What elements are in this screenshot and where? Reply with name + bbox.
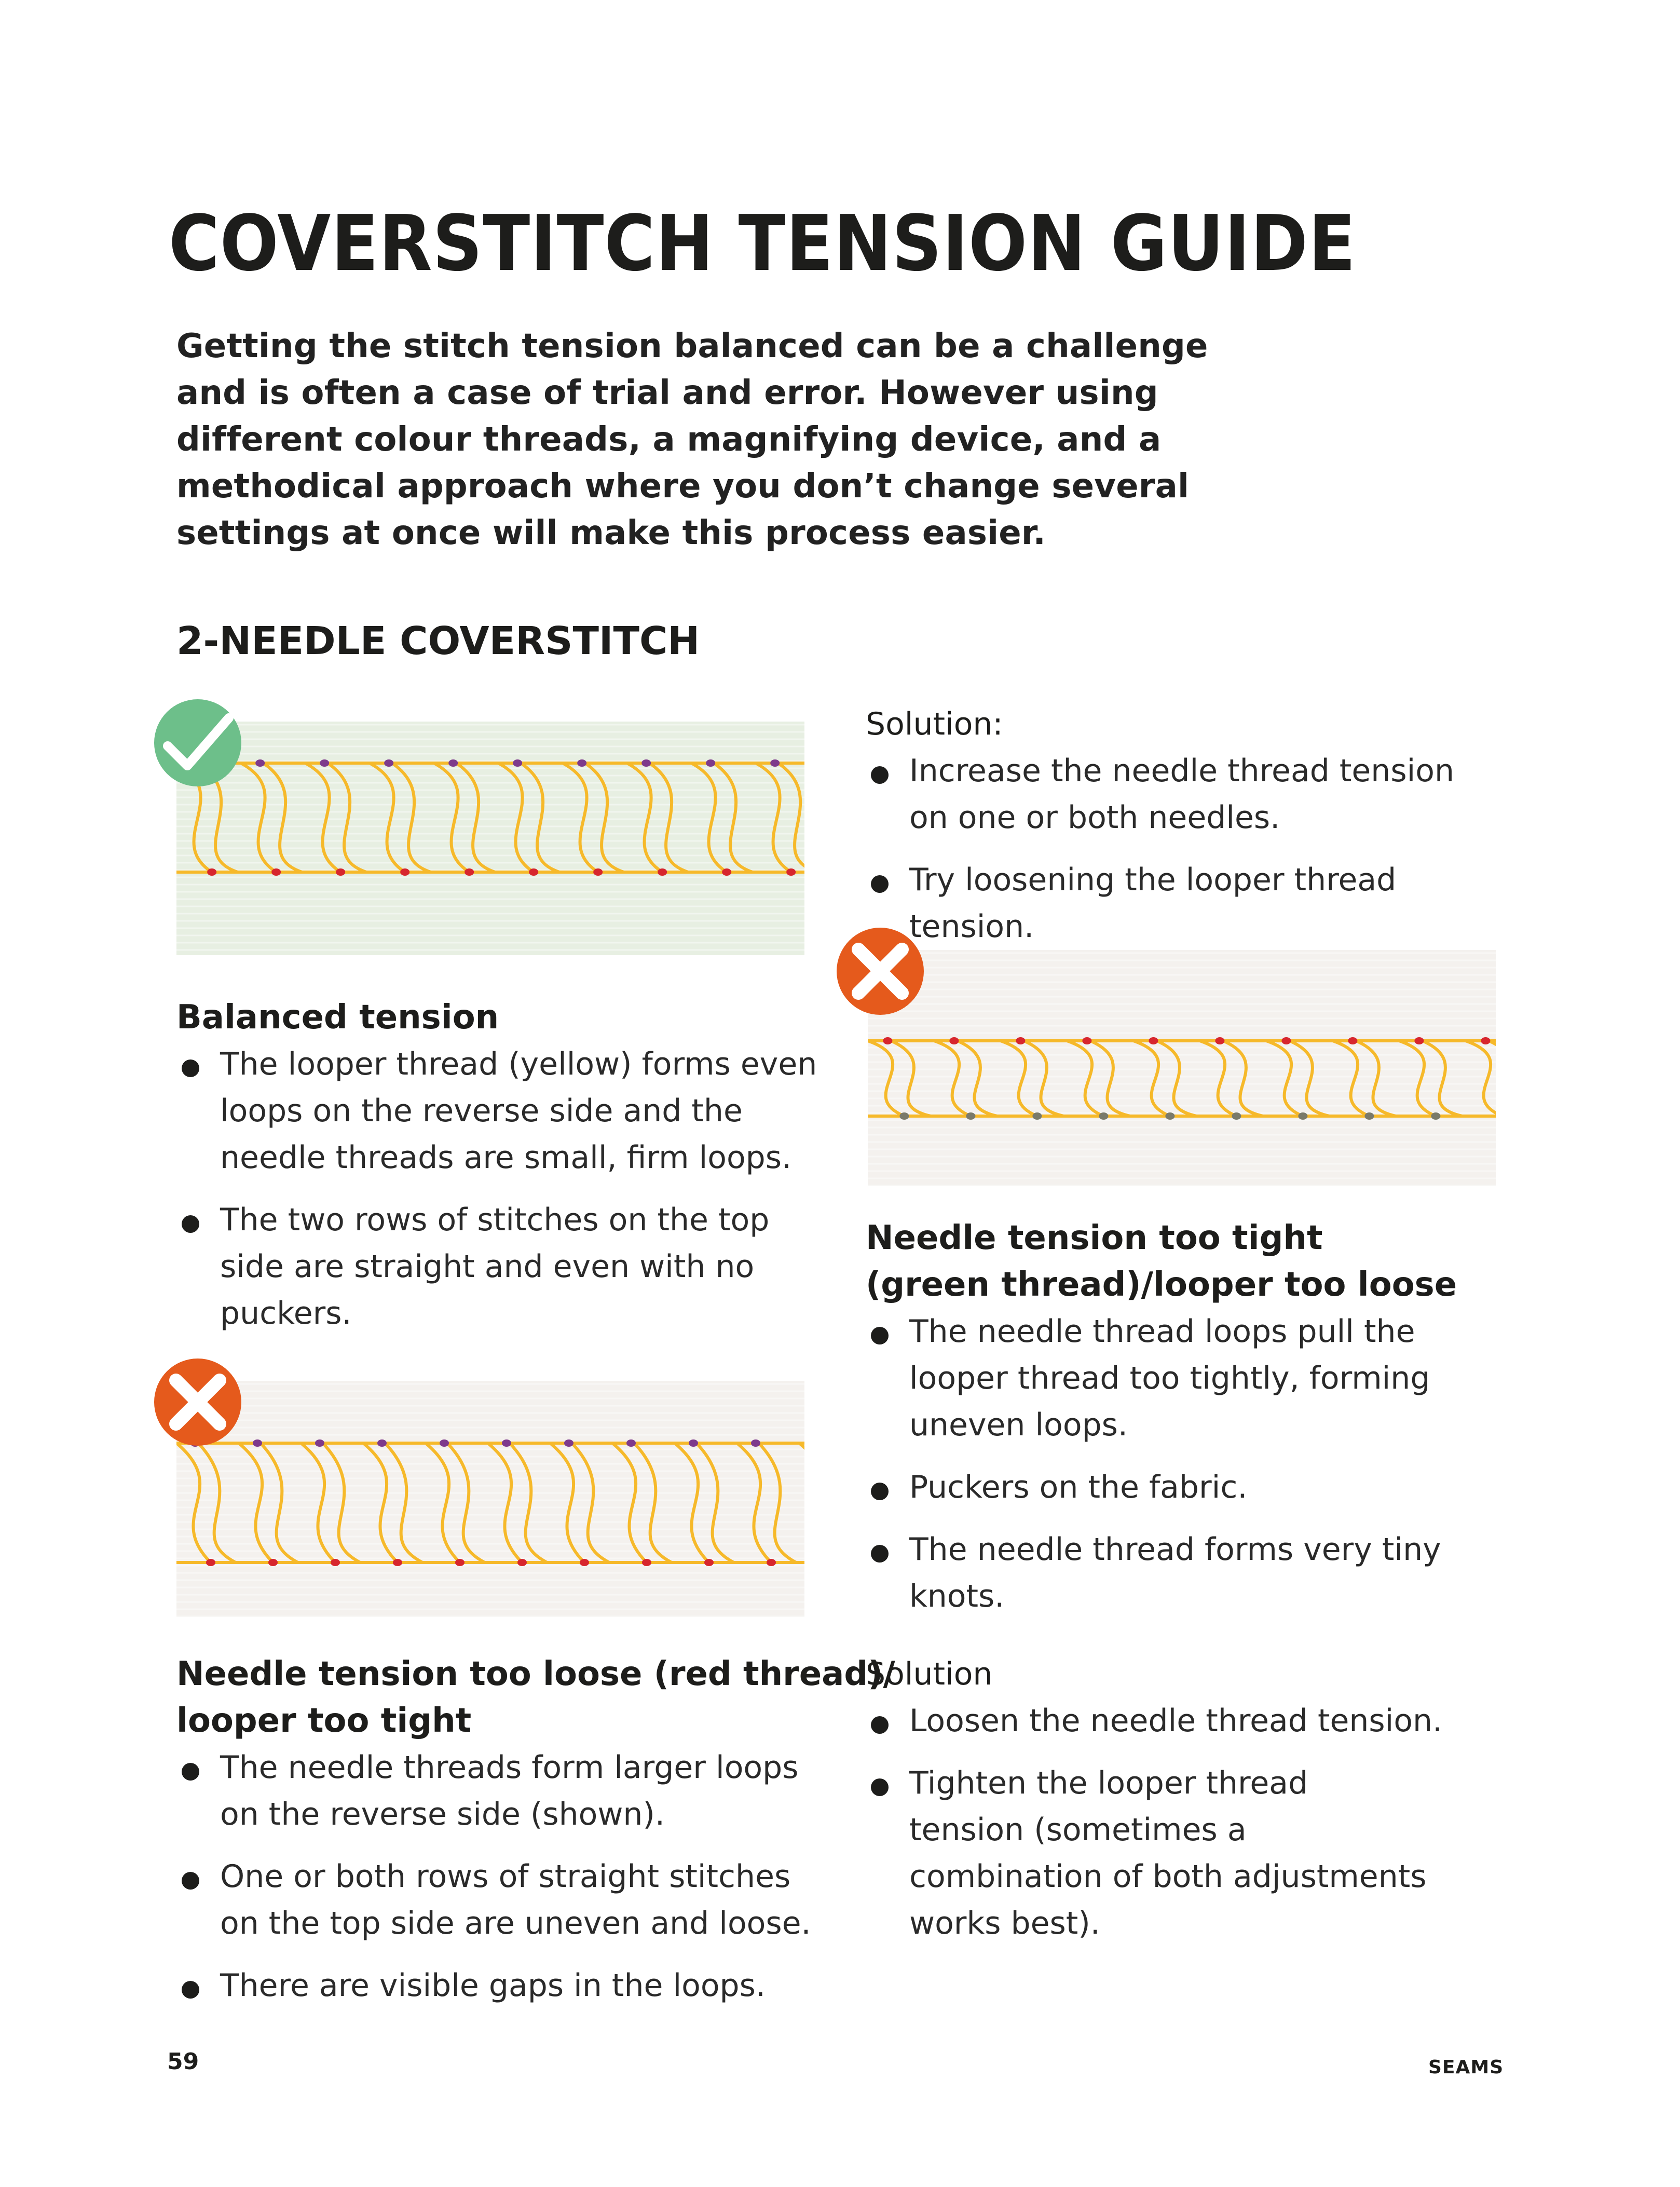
heading-line: (green thread)/looper too loose <box>866 1266 1457 1304</box>
list-item: The looper thread (yellow) forms even loops on the reverse side and the needle threads are small, firm loops. <box>176 1041 825 1181</box>
list-item: The needle thread loops pull the looper thread too tightly, forming uneven loops. <box>866 1308 1506 1448</box>
page-number: 59 <box>167 2048 199 2075</box>
too-tight-solution-bullets <box>866 1697 1530 1947</box>
section-title: 2-NEEDLE COVERSTITCH <box>176 619 700 663</box>
intro-line: settings at once will make this process easier. <box>176 514 1046 552</box>
intro-line: different colour threads, a magnifying device, and a <box>176 420 1162 459</box>
list-item: Puckers on the fabric. <box>866 1464 1530 1511</box>
running-footer: SEAMS <box>1428 2057 1504 2078</box>
too-loose-solution <box>866 701 1520 966</box>
solution-label: Solution <box>866 1656 993 1692</box>
balanced-section <box>176 994 825 1352</box>
too-loose-solution-bullets <box>866 748 1520 950</box>
intro-line: Getting the stitch tension balanced can be a challenge <box>176 327 1208 365</box>
cross-icon <box>836 927 925 1016</box>
list-item: Increase the needle thread tension on one or both needles. <box>866 748 1491 841</box>
too-loose-section <box>176 1651 895 2025</box>
list-item: Loosen the needle thread tension. <box>866 1697 1530 1744</box>
intro-paragraph <box>176 323 1208 556</box>
cross-icon <box>153 1357 242 1447</box>
list-item: One or both rows of straight stitches on the top side are uneven and loose. <box>176 1853 812 1947</box>
list-item: Try loosening the looper thread tension. <box>866 857 1520 950</box>
page-title: COVERSTITCH TENSION GUIDE <box>169 199 1356 288</box>
heading-line: looper too tight <box>176 1702 472 1740</box>
too-loose-stitch-photo <box>176 1381 804 1617</box>
heading-line: Needle tension too tight <box>866 1219 1323 1257</box>
intro-line: and is often a case of trial and error. However using <box>176 374 1158 412</box>
list-item: The two rows of stitches on the top side are straight and even with no puckers. <box>176 1197 825 1337</box>
too-loose-heading <box>176 1651 895 1744</box>
balanced-heading: Balanced tension <box>176 998 499 1037</box>
too-tight-heading <box>866 1215 1530 1308</box>
intro-line: methodical approach where you don’t change several <box>176 467 1190 506</box>
list-item: There are visible gaps in the loops. <box>176 1962 812 2009</box>
heading-line: Needle tension too loose (red thread)/ <box>176 1655 895 1693</box>
solution-label: Solution: <box>866 706 1003 742</box>
balanced-bullets <box>176 1041 825 1337</box>
too-tight-section <box>866 1215 1530 1962</box>
balanced-stitch-photo <box>176 722 804 955</box>
list-item: The needle thread forms very tiny knots. <box>866 1526 1530 1620</box>
too-loose-bullets <box>176 1744 836 2009</box>
list-item: The needle threads form larger loops on the reverse side (shown). <box>176 1744 812 1838</box>
check-icon <box>153 698 242 787</box>
list-item: Tighten the looper thread tension (sometimes a combination of both adjustments works best). <box>866 1760 1428 1947</box>
too-tight-stitch-photo <box>868 950 1496 1186</box>
too-tight-bullets <box>866 1308 1530 1620</box>
